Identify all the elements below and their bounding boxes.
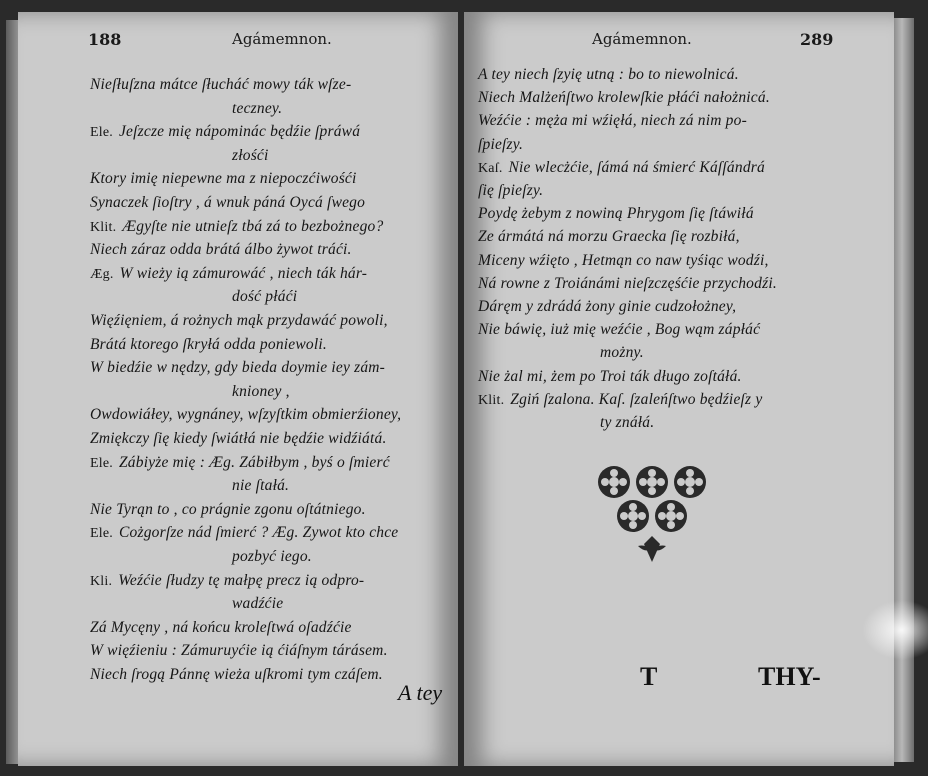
text-line xyxy=(600,414,654,432)
text-line xyxy=(90,123,360,142)
line-text: Synaczek ſioſtry , á wnuk páná Oycá ſwego xyxy=(90,194,366,211)
speaker-label: Kaſ. xyxy=(478,160,503,176)
line-text: Nie żal mi, żem po Troi ták długo zoſtáłá. xyxy=(478,367,742,385)
text-line xyxy=(478,182,543,200)
line-text: Weźćie ſłudzy tę małpę precz ią odpro- xyxy=(118,571,365,589)
flower-ornament-icon xyxy=(590,460,714,564)
text-line xyxy=(90,312,388,330)
text-line xyxy=(90,666,383,684)
line-text: możny. xyxy=(600,344,644,362)
text-line xyxy=(232,548,312,566)
line-text: nie ſtałá. xyxy=(232,477,290,495)
line-text: Zgiń ſzalona. Kaſ. ſzaleńſtwo będźieſz y xyxy=(510,390,763,408)
text-line xyxy=(90,265,367,284)
left-page-number: 188 xyxy=(88,30,122,49)
speaker-label: Ele. xyxy=(90,526,113,542)
text-line xyxy=(478,112,747,130)
light-glare xyxy=(862,600,928,660)
speaker-label: Ele. xyxy=(90,455,113,471)
line-text: W wieży ią zámurowáć , niech ták hár- xyxy=(119,264,368,282)
line-text: Niech Malżeńſtwo krolewſkie płáći nałożnicá. xyxy=(478,89,770,107)
line-text: Brátá ktorego ſkryłá odda poniewoli. xyxy=(90,335,327,353)
text-line xyxy=(90,359,385,377)
line-text: A tey niech ſzyię utną : bo to niewolnicá. xyxy=(478,66,739,83)
speaker-label: Klit. xyxy=(90,219,117,235)
line-text: Ze ármátá ná morzu Graecka ſię rozbiłá, xyxy=(478,228,740,246)
text-line xyxy=(478,252,769,270)
line-text: Ægyſte nie utnieſz tbá zá to bezbożnego? xyxy=(122,217,384,235)
text-line xyxy=(478,275,777,293)
line-text: ſię ſpieſzy. xyxy=(478,182,544,199)
text-line xyxy=(232,595,283,613)
line-text: Niech záraz odda brátá álbo żywot tráći. xyxy=(90,241,352,259)
line-text: złośći xyxy=(232,146,269,164)
right-page-number: 289 xyxy=(800,30,834,49)
text-line xyxy=(478,321,760,339)
line-text: Dáręm y zdrádá żony ginie cudzołożney, xyxy=(478,298,737,315)
line-text: W biedźie w nędzy, gdy bieda doymie iey zám- xyxy=(90,359,386,377)
text-line xyxy=(90,430,387,448)
line-text: Zá Mycęny , ná końcu kroleſtwá oſadźćie xyxy=(90,618,352,636)
speaker-label: Kli. xyxy=(90,573,113,589)
line-text: Weźćie : męża mi wźięłá, niech zá nim po- xyxy=(478,112,747,130)
text-line xyxy=(478,298,736,316)
text-line xyxy=(478,391,762,410)
text-line xyxy=(478,89,770,107)
speaker-label: Ele. xyxy=(90,125,113,141)
line-text: Niech ſrogą Pánnę wieża uſkromi tym czáſem. xyxy=(90,666,383,683)
text-line xyxy=(90,619,352,637)
line-text: ſpieſzy. xyxy=(478,135,524,153)
line-text: dość płáći xyxy=(232,288,298,306)
left-running-head: Agámemnon. xyxy=(232,30,332,48)
line-text: teczney. xyxy=(232,99,283,117)
text-line xyxy=(90,170,357,188)
text-line xyxy=(232,288,297,306)
text-line xyxy=(478,159,765,178)
line-text: Ktory imię niepewne ma z niepoczćiwośći xyxy=(90,170,357,188)
line-text: Nie Tyrąn to , co prágnie zgonu oſtátniego. xyxy=(90,500,366,518)
speaker-label: Æg. xyxy=(90,266,114,282)
text-line xyxy=(90,642,388,660)
line-text: pozbyć iego. xyxy=(232,548,312,565)
text-line xyxy=(232,147,269,165)
line-text: knioney , xyxy=(232,382,290,400)
text-line xyxy=(90,241,352,259)
line-text: W więźieniu : Zámuruyćie ią ćiáſnym tárásem. xyxy=(90,642,388,660)
text-line xyxy=(232,100,282,118)
text-line xyxy=(90,336,327,354)
right-catchword-thy: THY- xyxy=(758,662,821,691)
text-line xyxy=(232,383,290,401)
text-line xyxy=(90,218,383,237)
text-line xyxy=(478,66,739,84)
line-text: Ná rowne z Troiánámi nieſzczęśćie przychodźi. xyxy=(478,274,777,292)
text-line xyxy=(90,406,401,424)
line-text: Zmiękczy ſię kiedy ſwiátłá nie będźie widźiátá. xyxy=(90,430,387,447)
text-line xyxy=(478,228,740,246)
speaker-label: Klit. xyxy=(478,392,505,408)
text-line xyxy=(90,572,364,591)
right-running-head: Agámemnon. xyxy=(592,30,692,48)
line-text: Nie báwię, iuż mię weźćie , Bog wąm zápłáć xyxy=(478,321,761,339)
left-catchword: A tey xyxy=(398,680,443,705)
line-text: Nieſłuſzna mátce ſłucháć mowy ták wſze- xyxy=(90,76,352,93)
line-text: Jeſzcze mię nápominác będźie ſpráwá xyxy=(118,123,361,141)
line-text: ty znáłá. xyxy=(600,414,655,431)
line-text: Więźięniem, á rożnych mąk przydawáć powoli, xyxy=(90,312,388,329)
text-line xyxy=(478,368,742,386)
line-text: wadźćie xyxy=(232,595,284,613)
text-line xyxy=(90,524,398,543)
right-catchword-t: T xyxy=(640,662,658,691)
text-line xyxy=(600,344,644,362)
text-line xyxy=(90,454,390,473)
text-line xyxy=(90,76,351,94)
text-line xyxy=(232,477,289,495)
line-text: Owdowiáłey, wygnáney, wſzyſtkim obmierźioney, xyxy=(90,406,402,424)
line-text: Miceny wźięto , Hetmąn co naw tyśiąc wodźi, xyxy=(478,251,769,269)
line-text: Zábiyże mię : Æg. Zábiłbym , byś o ſmierć xyxy=(118,453,390,471)
line-text: Nie wlecżćie, ſámá ná śmierć Káſſándrá xyxy=(508,158,765,176)
line-text: Cożgorſze nád ſmierć ? Æg. Zywot kto chce xyxy=(118,524,399,542)
text-line xyxy=(478,205,754,223)
text-line xyxy=(90,501,366,519)
line-text: Poydę żebym z nowiną Phrygom ſię ſtáwiłá xyxy=(478,205,754,223)
text-line xyxy=(478,136,523,154)
text-line xyxy=(90,194,365,212)
